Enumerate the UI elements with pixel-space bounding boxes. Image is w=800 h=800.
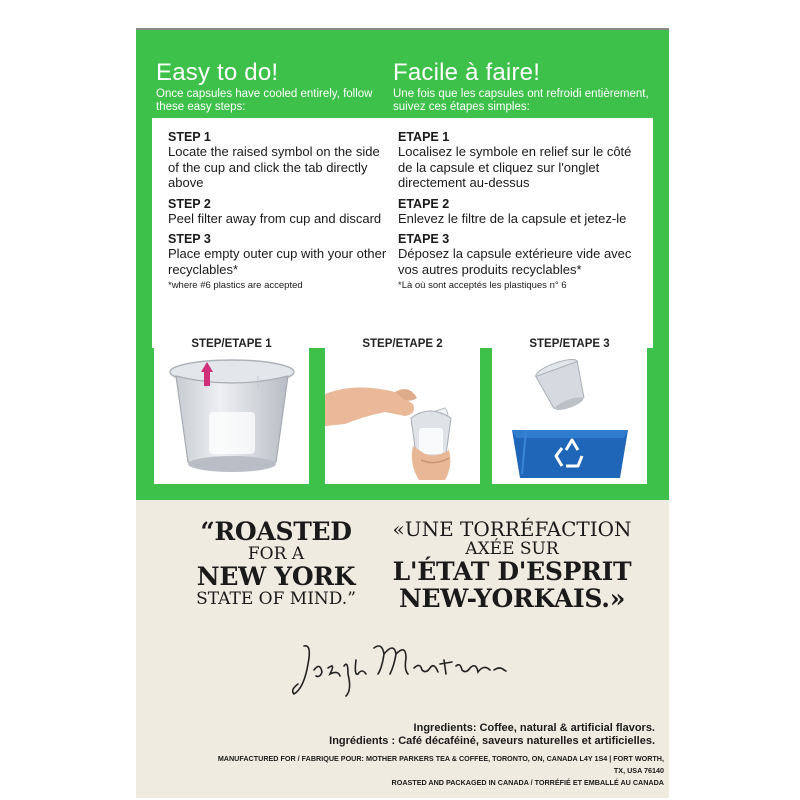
quote-english — [176, 518, 376, 608]
ingredients-block — [329, 722, 655, 748]
package-back-panel — [136, 30, 669, 798]
step-3-text: Place empty outer cup with your other recyclables* — [168, 246, 387, 277]
quote-fr-line-2: AXÉE SUR — [465, 539, 559, 559]
subtitle-french: Une fois que les capsules ont refroidi entièrement, suivez ces étapes simples: — [393, 88, 649, 113]
quote-section — [136, 500, 669, 798]
step-panel-2 — [325, 332, 480, 484]
ingredients-french: Ingrédients : Café décaféiné, saveurs naturelles et artificielles. — [329, 735, 655, 747]
title-english: Easy to do! — [156, 59, 279, 86]
quote-fr-line-3: L'ÉTAT D'ESPRIT — [392, 557, 632, 586]
steps-card — [152, 118, 653, 348]
origin-line: ROASTED AND PACKAGED IN CANADA / TORRÉFIÉ ET EMBALLÉ AU CANADA — [391, 778, 664, 787]
etape-3-text: Déposez la capsule extérieure vide avec vos autres produits recyclables* — [398, 246, 632, 277]
header-english — [156, 60, 386, 114]
hand-peeling-filter-icon — [325, 354, 480, 482]
etape-3-heading: ETAPE 3 — [398, 232, 450, 246]
signature-image — [290, 640, 520, 700]
step-1-text: Locate the raised symbol on the side of the cup and click the tab directly above — [168, 144, 380, 190]
steps-french — [398, 130, 648, 292]
quote-french — [372, 518, 652, 612]
footnote-english: *where #6 plastics are accepted — [168, 280, 303, 291]
quote-en-line-3: NEW YORK — [196, 562, 356, 591]
panel-2-label: STEP/ETAPE 2 — [362, 338, 443, 350]
panel-1-label: STEP/ETAPE 1 — [191, 338, 272, 350]
manufacturer-block — [214, 753, 664, 789]
quote-fr-line-1: «UNE TORRÉFACTION — [392, 517, 632, 541]
step-panel-3 — [492, 332, 647, 484]
manufacturer-line: MANUFACTURED FOR / FABRIQUE POUR: MOTHER PARKERS TEA & COFFEE, TORONTO, ON, CANADA L4Y 1S4 | FORT WORTH, TX, USA 76140 — [217, 754, 664, 775]
title-french: Facile à faire! — [393, 59, 541, 86]
step-3-heading: STEP 3 — [168, 232, 211, 246]
subtitle-english: Once capsules have cooled entirely, follow these easy steps: — [156, 88, 373, 113]
etape-1-heading: ETAPE 1 — [398, 130, 450, 144]
footnote-french: *Là où sont acceptés les plastiques n° 6 — [398, 280, 567, 291]
etape-2-heading: ETAPE 2 — [398, 196, 450, 211]
step-panel-1 — [154, 332, 309, 484]
panel-3-label: STEP/ETAPE 3 — [529, 338, 610, 350]
step-2-text: Peel filter away from cup and discard — [168, 210, 382, 226]
step-2-heading: STEP 2 — [168, 196, 211, 211]
ingredients-english: Ingredients: Coffee, natural & artificial flavors. — [413, 722, 655, 734]
etape-2-text: Enlevez le filtre de la capsule et jetez-le — [398, 210, 627, 226]
steps-english — [168, 130, 388, 292]
recycling-bin-icon — [492, 354, 647, 482]
step-1-heading: STEP 1 — [168, 130, 211, 144]
quote-en-line-4: STATE OF MIND.” — [196, 589, 356, 609]
quote-en-line-1: “ROASTED — [200, 517, 352, 546]
quote-en-line-2: FOR A — [247, 544, 305, 564]
etape-1-text: Localisez le symbole en relief sur le côté de la capsule et cliquez sur l'onglet directement au-dessus — [398, 144, 632, 190]
cup-with-arrow-icon — [154, 354, 309, 482]
header-french — [393, 60, 663, 114]
quote-fr-line-4: NEW-YORKAIS.» — [398, 584, 626, 613]
